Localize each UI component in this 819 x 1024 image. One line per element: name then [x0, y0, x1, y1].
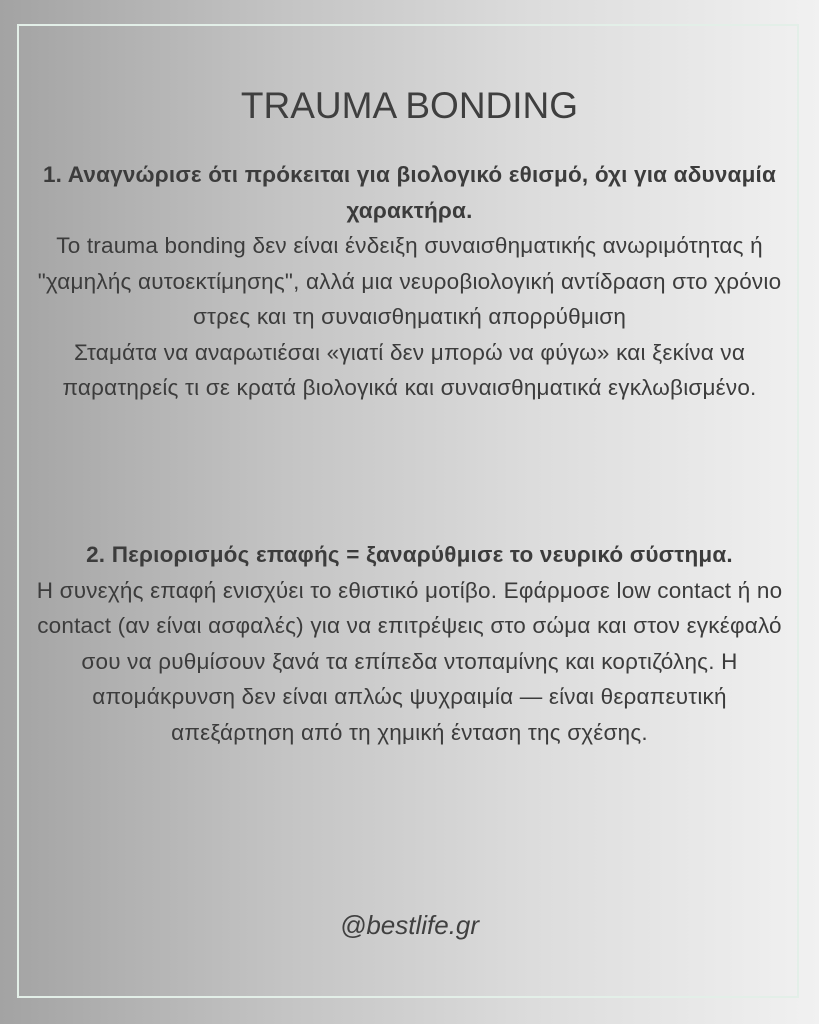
section-1-paragraph-2: Σταμάτα να αναρωτιέσαι «γιατί δεν μπορώ να φύγω» και ξεκίνα να παρατηρείς τι σε κρατά βιολογικά και συναισθηματικά εγκλωβισμένο.: [62, 339, 757, 400]
section-1: [30, 157, 789, 406]
section-1-paragraph-1: Το trauma bonding δεν είναι ένδειξη συναισθηματικής ανωριμότητας ή "χαμηλής αυτοεκτίμησης", αλλά μια νευροβιολογική αντίδραση στο χρόνιο στρες και τη συναισθηματική απορρύθμιση: [37, 233, 782, 329]
section-2-paragraph-1: Η συνεχής επαφή ενισχύει το εθιστικό μοτίβο. Εφάρμοσε low contact ή no contact (αν είναι ασφαλές) για να επιτρέψεις στο σώμα και στον εγκέφαλό σου να ρυθμίσουν ξανά τα επίπεδα ντοπαμίνης και κορτιζόλης. Η απομάκρυνση δεν είναι απλώς ψυχραιμία — είναι θεραπευτική απεξάρτηση από τη χημική ένταση της σχέσης.: [36, 577, 783, 745]
section-1-heading: 1. Αναγνώρισε ότι πρόκειται για βιολογικό εθισμό, όχι για αδυναμία χαρακτήρα.: [42, 162, 777, 223]
page-title: TRAUMA BONDING: [240, 85, 579, 126]
section-2: [30, 537, 789, 750]
signature-handle: @bestlife.gr: [339, 910, 480, 940]
section-2-heading: 2. Περιορισμός επαφής = ξαναρύθμισε το νευρικό σύστημα.: [86, 542, 733, 567]
